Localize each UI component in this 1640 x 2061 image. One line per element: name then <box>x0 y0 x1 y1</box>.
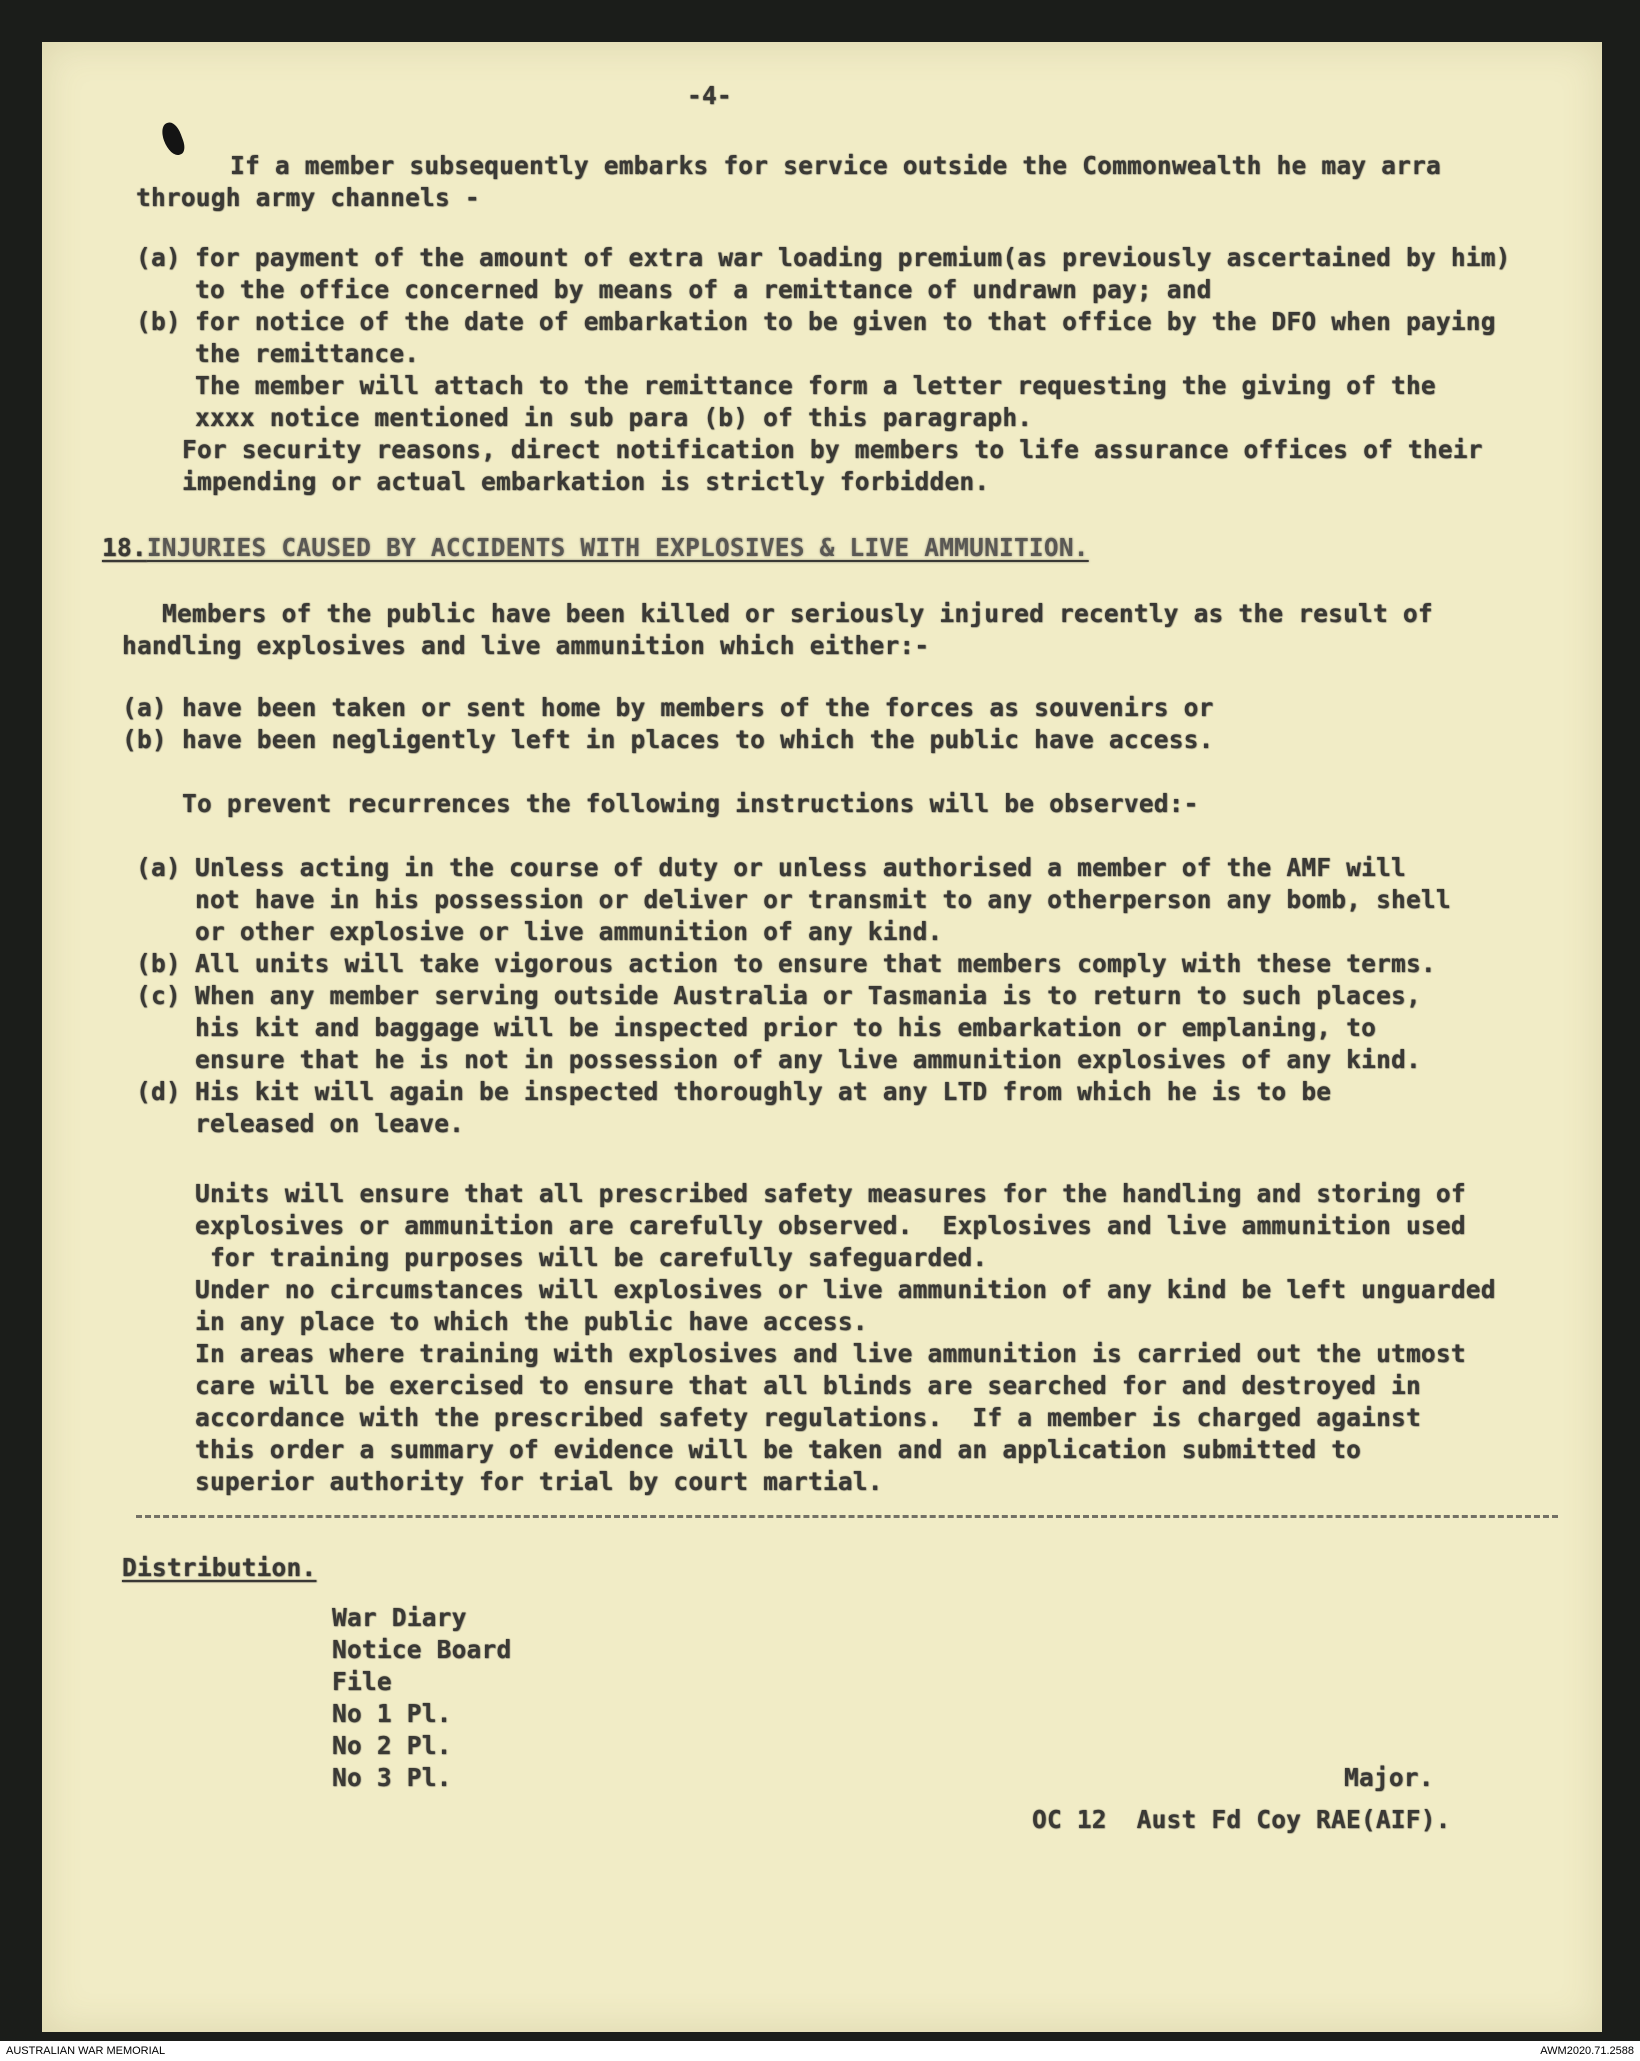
item-marker: (b) <box>136 949 181 978</box>
archive-footer <box>0 2041 1640 2061</box>
closing-line: Units will ensure that all prescribed safety measures for the handling and storing of <box>195 1179 1466 1208</box>
item-text: or other explosive or live ammunition of any kind. <box>195 917 943 946</box>
item-text: released on leave. <box>195 1109 465 1138</box>
document-page <box>42 42 1602 2032</box>
closing-line: In areas where training with explosives and live ammunition is carried out the utmost <box>195 1339 1466 1368</box>
closing-line: explosives or ammunition are carefully observed. Explosives and live ammunition used <box>195 1211 1466 1240</box>
para18-title: INJURIES CAUSED BY ACCIDENTS WITH EXPLOSIVES & LIVE AMMUNITION. <box>146 533 1089 562</box>
item-marker: (a) <box>136 243 181 272</box>
distribution-item: No 2 Pl. <box>332 1731 452 1760</box>
closing-line: in any place to which the public have access. <box>195 1307 868 1336</box>
page-number: -4- <box>687 81 732 110</box>
item-text: Unless acting in the course of duty or unless authorised a member of the AMF will <box>195 853 1406 882</box>
item-text: have been negligently left in places to which the public have access. <box>182 725 1214 754</box>
item-text: for notice of the date of embarkation to be given to that office by the DFO when paying <box>195 307 1496 336</box>
item-marker: (b) <box>136 307 181 336</box>
item-text: ensure that he is not in possession of any live ammunition explosives of any kind. <box>195 1045 1421 1074</box>
para18-prevent: To prevent recurrences the following instructions will be observed:- <box>182 789 1199 818</box>
closing-line: accordance with the prescribed safety regulations. If a member is charged against <box>195 1403 1421 1432</box>
ink-blot <box>159 120 188 158</box>
item-marker: (a) <box>136 853 181 882</box>
item-marker: (b) <box>122 725 167 754</box>
distribution-item: Notice Board <box>332 1635 512 1664</box>
closing-line: superior authority for trial by court martial. <box>195 1467 883 1496</box>
closing-line: for training purposes will be carefully safeguarded. <box>195 1243 988 1272</box>
item-text: impending or actual embarkation is strictly forbidden. <box>182 467 990 496</box>
closing-line: this order a summary of evidence will be taken and an application submitted to <box>195 1435 1362 1464</box>
para17-intro-line-1: If a member subsequently embarks for service outside the Commonwealth he may arra <box>230 151 1441 180</box>
item-text: the remittance. <box>195 339 420 368</box>
item-marker: (d) <box>136 1077 181 1106</box>
para18-number: 18. <box>102 533 147 562</box>
item-text: not have in his possession or deliver or transmit to any otherperson any bomb, shell <box>195 885 1451 914</box>
item-text: have been taken or sent home by members of the forces as souvenirs or <box>182 693 1214 722</box>
para18-intro-line-2: handling explosives and live ammunition which either:- <box>122 631 930 660</box>
item-text: The member will attach to the remittance form a letter requesting the giving of the <box>195 371 1436 400</box>
item-text: When any member serving outside Australia or Tasmania is to return to such places, <box>195 981 1421 1010</box>
distribution-item: File <box>332 1667 392 1696</box>
item-text: His kit will again be inspected thoroughly at any LTD from which he is to be <box>195 1077 1332 1106</box>
signature-rank: Major. <box>1344 1763 1434 1792</box>
item-text: For security reasons, direct notification by members to life assurance offices of their <box>182 435 1483 464</box>
distribution-item: War Diary <box>332 1603 467 1632</box>
separator-rule <box>136 1515 1558 1518</box>
para17-intro-line-2: through army channels - <box>136 183 480 212</box>
para18-intro-line-1: Members of the public have been killed or seriously injured recently as the result of <box>162 599 1433 628</box>
signature-unit: OC 12 Aust Fd Coy RAE(AIF). <box>1032 1805 1451 1834</box>
distribution-item: No 3 Pl. <box>332 1763 452 1792</box>
distribution-item: No 1 Pl. <box>332 1699 452 1728</box>
item-text: his kit and baggage will be inspected prior to his embarkation or emplaning, to <box>195 1013 1377 1042</box>
item-text: to the office concerned by means of a remittance of undrawn pay; and <box>195 275 1212 304</box>
closing-line: care will be exercised to ensure that all blinds are searched for and destroyed in <box>195 1371 1421 1400</box>
distribution-heading: Distribution. <box>122 1553 317 1582</box>
footer-institution: AUSTRALIAN WAR MEMORIAL <box>6 2045 166 2057</box>
item-text: for payment of the amount of extra war loading premium(as previously ascertained by him) <box>195 243 1511 272</box>
item-text: All units will take vigorous action to ensure that members comply with these terms. <box>195 949 1436 978</box>
item-marker: (c) <box>136 981 181 1010</box>
closing-line: Under no circumstances will explosives or live ammunition of any kind be left unguarded <box>195 1275 1496 1304</box>
para18-heading <box>102 532 1089 564</box>
footer-reference: AWM2020.71.2588 <box>1540 2045 1634 2057</box>
item-text: xxxx notice mentioned in sub para (b) of this paragraph. <box>195 403 1033 432</box>
item-marker: (a) <box>122 693 167 722</box>
